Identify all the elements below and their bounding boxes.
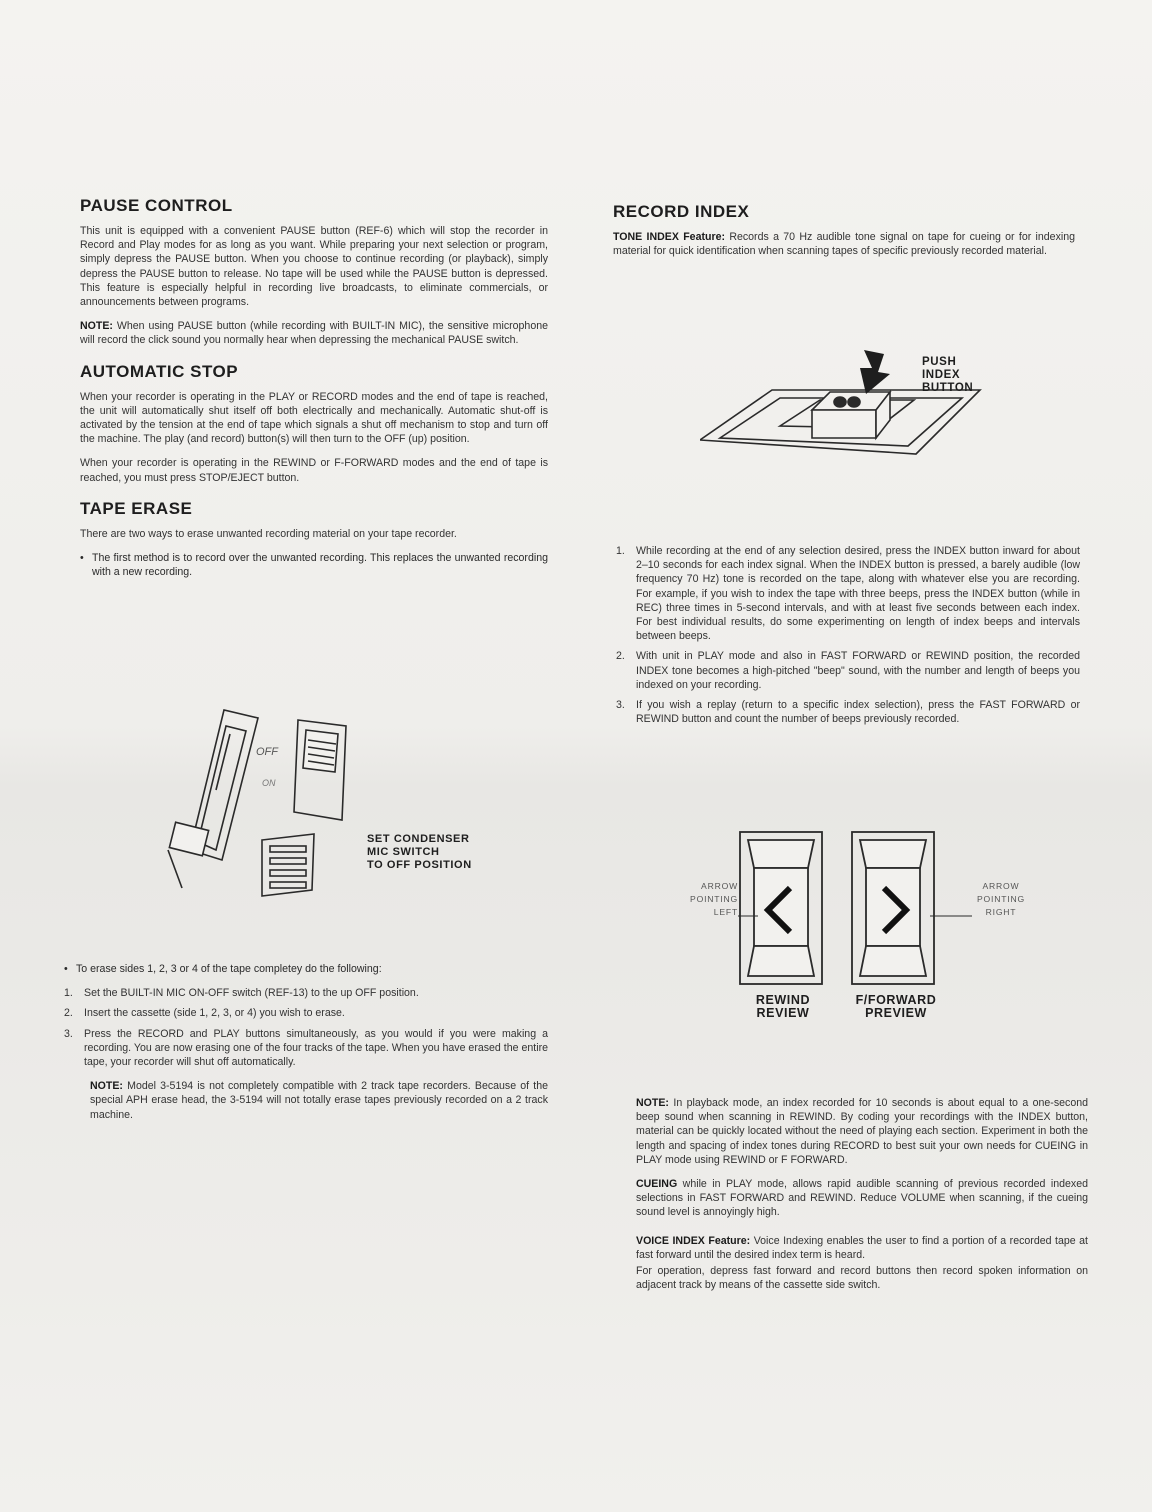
record-index-heading: RECORD INDEX: [613, 202, 750, 221]
voice-index-label: VOICE INDEX Feature:: [636, 1234, 751, 1247]
note-label: NOTE:: [636, 1097, 669, 1109]
index-step: 1. While recording at the end of any selection desired, press the INDEX button inward for about 2–10 seconds for each index signal. When the INDEX button is pressed, a barely audible (low frequency 70 Hz) tone is recorded on the tape, along with whatever else you are recording. For example, if you wish to index the tape with three beeps, press the INDEX button (while in REC) three times in 5-second intervals, and with at least five seconds between each index. For best individual results, do some experimenting on length of index beeps and intervals between beeps.: [616, 545, 1080, 643]
note-label: NOTE:: [90, 1080, 123, 1093]
condenser-caption: [367, 833, 472, 872]
on-label: ON: [262, 778, 276, 788]
left-column: [80, 196, 548, 593]
erase-step: 2. Insert the cassette (side 1, 2, 3, or 4) you wish to erase.: [64, 1007, 345, 1020]
index-steps-block: [616, 544, 1080, 736]
push-arrow-icon: [860, 350, 890, 394]
caption-line: TO OFF POSITION: [367, 859, 472, 871]
erase-steps-block: [64, 962, 548, 1132]
off-label: OFF: [256, 746, 278, 758]
index-step: 3. If you wish a replay (return to a specific index selection), press the FAST FORWARD or REWIND button and count the number of beeps previously recorded.: [616, 699, 1080, 726]
erase-steps-list: [64, 986, 548, 1069]
pause-note-text: When using PAUSE button (while recording with BUILT-IN MIC), the sensitive microphone will record the click sound you normally hear when depressing the mechanical PAUSE switch.: [80, 320, 548, 347]
playback-note: [636, 1096, 1088, 1167]
tape-erase-heading: TAPE ERASE: [80, 498, 193, 518]
rewind-forward-figure: [672, 828, 1072, 1028]
index-steps-list: [616, 544, 1080, 726]
caption-line: MIC SWITCH: [367, 846, 440, 858]
note-label: NOTE:: [80, 320, 113, 333]
index-button-figure: [700, 350, 990, 470]
automatic-stop-section: [80, 362, 548, 485]
playback-note-text: In playback mode, an index recorded for 10 seconds is about equal to a one-second beep sound when scanning in REWIND. By coding your recordings with the INDEX button, material can be quickly located without the need of playing each section. Experiment in both the length and spacing of index tones during RECORD to best suit your own needs for CUEING in PLAY mode using REWIND or F FORWARD.: [636, 1097, 1088, 1166]
mic-switch-figure: [158, 700, 358, 900]
erase-step: 3. Press the RECORD and PLAY buttons simultaneously, as you would if you were making a recording. You are now erasing one of the four tracks of the tape. When you have erased the entire tape, your recorder will shut off automatically.: [64, 1027, 548, 1069]
right-notes-block: [636, 1096, 1088, 1302]
voice-index-paragraph: [636, 1234, 1088, 1262]
tone-index-text: Records a 70 Hz audible tone signal on tape for cueing or for indexing material for quick identification when scanning tapes of specific previously recorded material.: [613, 231, 1075, 258]
index-step: 2. With unit in PLAY mode and also in FAST FORWARD or REWIND position, the recorded INDEX tone becomes a high-pitched "beep" sound, with the number and length of beeps you indexed on your recording.: [616, 650, 1080, 691]
arrow-left-label: ARROW POINTING LEFT: [690, 881, 738, 917]
voice-index-operation: For operation, depress fast forward and record buttons then record spoken information on adjacent track by means of the cassette side switch.: [636, 1265, 1088, 1292]
tape-erase-bullet: • The first method is to record over the unwanted recording. This replaces the unwanted recording with a new recording.: [80, 551, 548, 579]
tape-erase-section: [80, 499, 548, 580]
automatic-stop-p1: When your recorder is operating in the PLAY or RECORD modes and the end of tape is reached, the unit will automatically shut itself off both electrically and mechanically. Automatic shut-off is activated by the tension at the end of tape which signals a shut off mechanism to stop and turn off the machine. The play (and record) button(s) will then turn to the OFF (up) position.: [80, 390, 548, 446]
tone-index-paragraph: [613, 230, 1075, 258]
pause-control-section: [80, 196, 548, 348]
mic-switch-illustration: [158, 700, 358, 900]
erase-sides-bullet: • To erase sides 1, 2, 3 or 4 of the tape completey do the following:: [64, 962, 548, 976]
model-note: [64, 1079, 548, 1122]
forward-preview-label: F/FORWARD PREVIEW: [855, 993, 937, 1020]
push-index-label: PUSH INDEX BUTTON: [922, 356, 974, 394]
cueing-text: while in PLAY mode, allows rapid audible scanning of previous recorded indexed selections in FAST FORWARD and REWIND. Reduce VOLUME when scanning, if the cueing sound level is annoyingly high.: [636, 1178, 1088, 1219]
pause-control-heading: PAUSE CONTROL: [80, 196, 233, 215]
voice-index-text: Voice Indexing enables the user to find a portion of a recorded tape at fast forward until the desired index term is heard.: [636, 1234, 1088, 1261]
caption-line: SET CONDENSER: [367, 833, 470, 845]
erase-step: 1. Set the BUILT-IN MIC ON-OFF switch (REF-13) to the up OFF position.: [64, 987, 419, 1000]
cueing-paragraph: [636, 1177, 1088, 1220]
tone-index-label: TONE INDEX Feature:: [613, 231, 726, 243]
model-note-text: Model 3-5194 is not completely compatible with 2 track tape recorders. Because of the special APH erase head, the 3-5194 will not totally erase tapes previously recorded on a 2 track machine.: [90, 1080, 548, 1121]
automatic-stop-heading: AUTOMATIC STOP: [80, 361, 239, 381]
cueing-label: CUEING: [636, 1178, 678, 1191]
arrow-right-label: ARROW POINTING RIGHT: [977, 881, 1025, 917]
pause-control-note: [80, 319, 548, 347]
right-column: [613, 202, 1075, 268]
pause-control-body: This unit is equipped with a convenient PAUSE button (REF-6) which will stop the recorder in Record and Play modes for as long as you want. While preparing your next selection or program, simply depress the PAUSE button. When you choose to continue recording (or playback), simply depress the PAUSE button to release. No tape will be used while the PAUSE button is depressed. This feature is especially helpful in recording live broadcasts, to eliminate commercials, or announcements between programs.: [80, 225, 548, 309]
automatic-stop-p2: When your recorder is operating in the REWIND or F-FORWARD modes and the end of tape is reached, you must press STOP/EJECT button.: [80, 457, 548, 484]
tape-erase-p1: There are two ways to erase unwanted recording material on your tape recorder.: [80, 527, 457, 540]
rewind-review-label: REWIND REVIEW: [755, 993, 811, 1020]
